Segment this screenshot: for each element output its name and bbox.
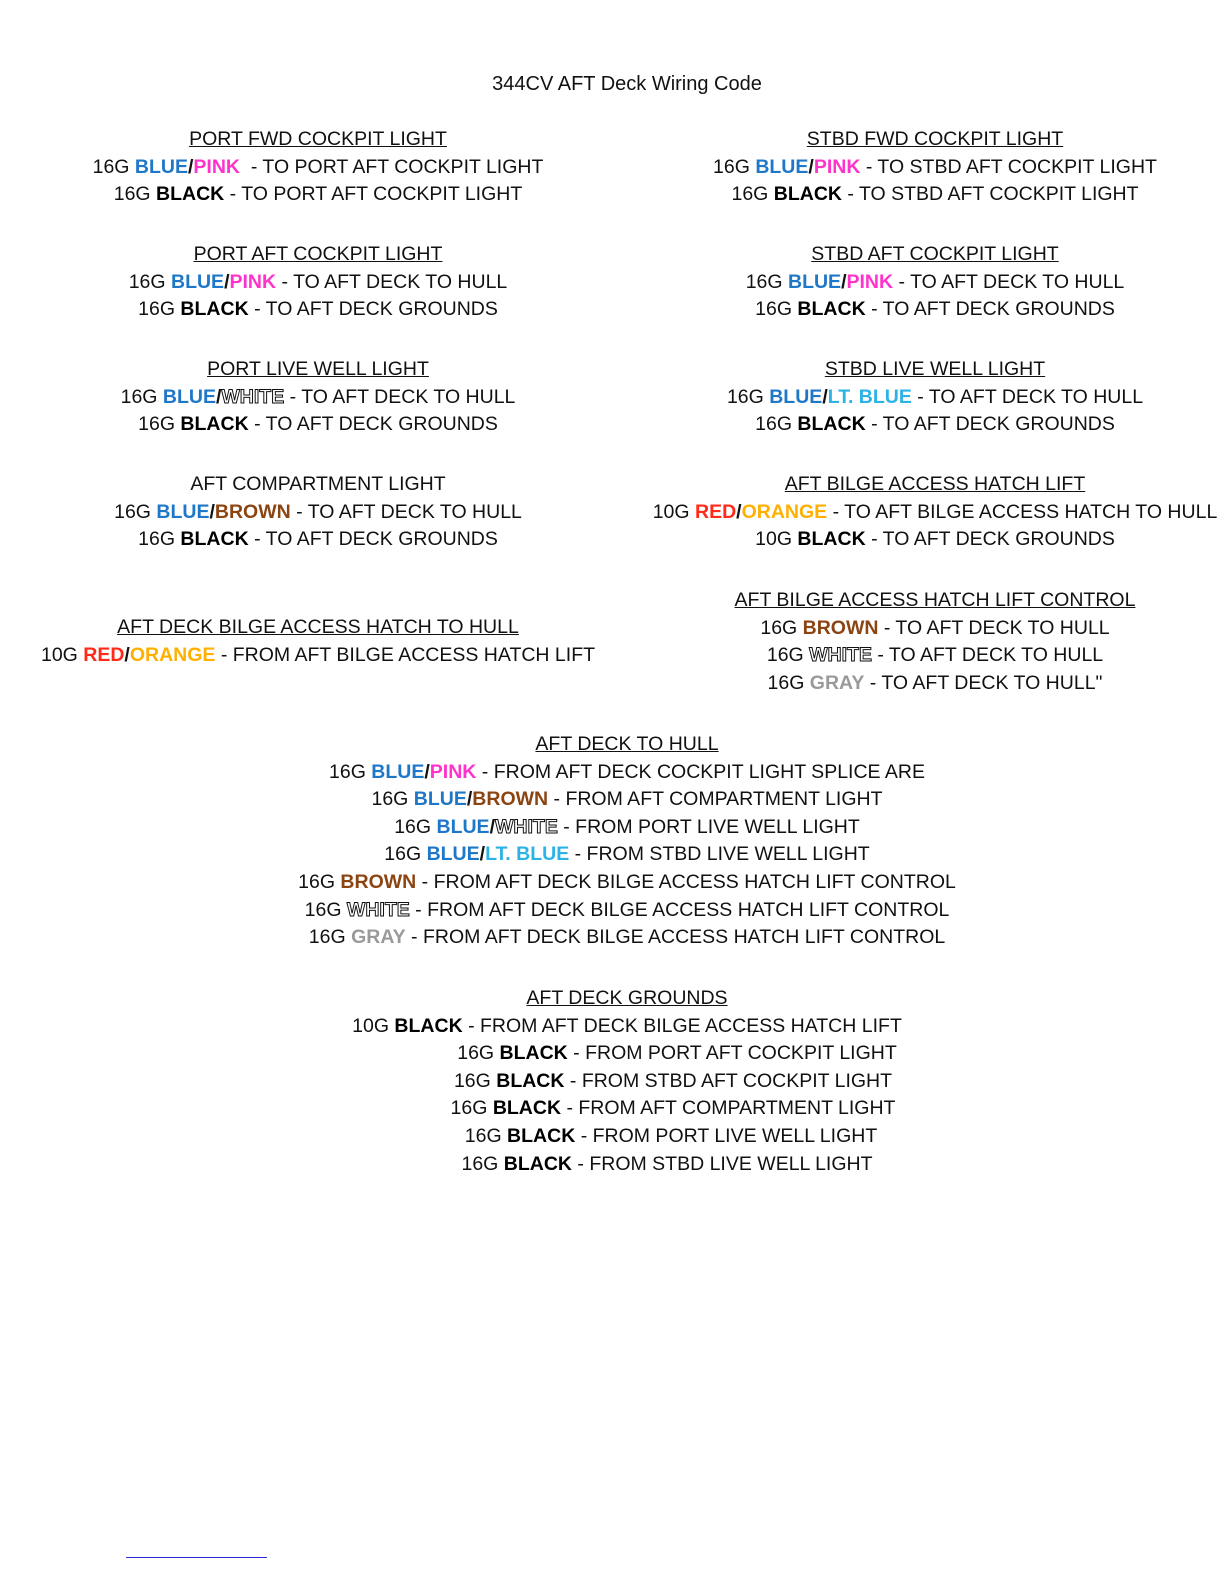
footnote-separator: [126, 1557, 267, 1558]
wire-gauge: 16G: [766, 644, 810, 667]
wire-gauge: 16G: [731, 183, 774, 206]
wire-destination: - FROM AFT BILGE ACCESS HATCH LIFT: [215, 643, 596, 666]
wire-gauge: 16G: [298, 870, 341, 893]
wire-color-label: WHITE: [346, 898, 410, 921]
wire-separator: /: [224, 270, 230, 293]
wire-destination: - TO AFT DECK GROUNDS: [248, 413, 498, 436]
wire-line: [0, 384, 668, 412]
wire-gauge: 10G: [652, 500, 695, 523]
wire-color-label: BLUE: [769, 385, 823, 408]
wire-destination: - TO AFT DECK TO HULL: [276, 270, 508, 293]
wire-destination: - FROM STBD LIVE WELL LIGHT: [569, 843, 870, 866]
wire-color-label: BLACK: [797, 413, 866, 436]
wire-color-label: GRAY: [809, 671, 865, 694]
wire-line: [323, 1095, 1023, 1123]
section-heading: AFT BILGE ACCESS HATCH LIFT: [784, 473, 1086, 495]
wire-gauge: 16G: [394, 815, 437, 838]
wire-destination: - TO PORT AFT COCKPIT LIGHT: [239, 155, 544, 178]
section-heading: AFT BILGE ACCESS HATCH LIFT CONTROL: [734, 589, 1136, 611]
wire-color-label: LT. BLUE: [827, 385, 912, 408]
wire-color-label: BLUE: [170, 270, 225, 293]
wire-line: [0, 642, 668, 670]
wire-gauge: 16G: [464, 1124, 508, 1147]
wire-gauge: 16G: [304, 898, 347, 921]
wire-gauge: 16G: [113, 183, 157, 206]
wire-gauge: 16G: [114, 500, 157, 523]
section-heading: STBD FWD COCKPIT LIGHT: [806, 128, 1064, 150]
wire-color-label: ORANGE: [741, 500, 828, 523]
wire-separator: /: [808, 155, 814, 178]
wire-gauge: 16G: [713, 155, 756, 178]
wire-gauge: 16G: [138, 413, 181, 436]
wire-gauge: 16G: [726, 385, 770, 408]
wire-color-label: ORANGE: [129, 643, 216, 666]
wire-destination: - FROM AFT DECK BILGE ACCESS HATCH LIFT CONTROL: [409, 898, 950, 921]
wire-gauge: 10G: [755, 528, 798, 551]
wire-separator: /: [489, 815, 495, 838]
wire-color-label: BROWN: [214, 500, 291, 523]
wire-color-label: PINK: [429, 760, 477, 783]
wiring-section: [0, 241, 668, 324]
wire-color-label: LT. BLUE: [485, 843, 570, 866]
wire-color-label: BLACK: [180, 298, 249, 321]
wire-line: [277, 869, 977, 897]
wire-line: [321, 1123, 1021, 1151]
wire-gauge: 16G: [755, 413, 798, 436]
section-heading: AFT DECK BILGE ACCESS HATCH TO HULL: [117, 616, 519, 638]
wiring-section: [585, 126, 1224, 209]
wire-color-label: BLUE: [134, 155, 188, 178]
wire-line: [585, 296, 1224, 324]
wire-destination: - TO STBD AFT COCKPIT LIGHT: [842, 183, 1139, 206]
wire-color-label: WHITE: [495, 815, 558, 838]
section-heading: PORT AFT COCKPIT LIGHT: [193, 243, 443, 265]
section-heading: AFT COMPARTMENT LIGHT: [190, 473, 446, 495]
wire-gauge: 10G: [40, 643, 84, 666]
wire-line: [317, 1151, 1017, 1179]
wire-destination: - TO AFT DECK GROUNDS: [865, 528, 1115, 551]
wiring-section: [277, 731, 977, 952]
wire-destination: - TO STBD AFT COCKPIT LIGHT: [860, 155, 1157, 178]
wire-line: [0, 296, 668, 324]
wiring-section: [585, 356, 1224, 439]
wire-line: [585, 615, 1224, 643]
wire-color-label: BLUE: [426, 843, 480, 866]
wire-line: [277, 924, 977, 952]
wire-line: [0, 154, 668, 182]
wire-color-label: PINK: [813, 155, 861, 178]
wire-color-label: BLACK: [503, 1152, 573, 1175]
wire-destination: - TO AFT BILGE ACCESS HATCH TO HULL: [827, 500, 1218, 523]
wire-gauge: 16G: [745, 270, 788, 293]
wire-color-label: PINK: [846, 270, 894, 293]
wiring-section: [0, 614, 668, 669]
wire-line: [327, 1040, 1027, 1068]
wire-gauge: 16G: [461, 1152, 504, 1175]
wire-color-label: BLACK: [156, 183, 225, 206]
document-title: 344CV AFT Deck Wiring Code: [492, 73, 762, 95]
wire-color-label: GRAY: [351, 926, 406, 949]
wire-gauge: 16G: [453, 1069, 497, 1092]
wire-line: [277, 759, 977, 787]
wire-destination: - TO AFT DECK TO HULL: [290, 500, 522, 523]
wire-destination: - TO AFT DECK TO HULL: [871, 644, 1104, 667]
wire-destination: - FROM PORT AFT COCKPIT LIGHT: [567, 1042, 897, 1065]
wire-color-label: BROWN: [802, 616, 879, 639]
wire-destination: - FROM AFT DECK BILGE ACCESS HATCH LIFT CONTROL: [416, 870, 956, 893]
wire-separator: /: [424, 760, 430, 783]
wire-line: [585, 384, 1224, 412]
section-heading: PORT FWD COCKPIT LIGHT: [189, 128, 447, 150]
wire-color-label: BLACK: [394, 1014, 463, 1037]
wire-gauge: 16G: [308, 926, 352, 949]
wire-gauge: 16G: [92, 155, 135, 178]
section-heading: STBD LIVE WELL LIGHT: [824, 358, 1046, 380]
wiring-section: [0, 356, 668, 439]
wire-gauge: 16G: [767, 671, 810, 694]
wire-color-label: BLUE: [755, 155, 809, 178]
wire-line: [585, 499, 1224, 527]
wire-line: [585, 154, 1224, 182]
wire-color-label: BLACK: [499, 1042, 568, 1065]
section-heading: AFT DECK TO HULL: [535, 733, 719, 755]
wire-color-label: BROWN: [340, 870, 417, 893]
wire-line: [277, 814, 977, 842]
wiring-section: [277, 985, 977, 1178]
wiring-section: [585, 587, 1224, 697]
wire-color-label: PINK: [193, 155, 240, 178]
wire-color-label: BLACK: [797, 528, 866, 551]
wire-destination: - TO AFT DECK TO HULL: [878, 616, 1110, 639]
wire-line: [585, 269, 1224, 297]
wire-destination: - FROM STBD AFT COCKPIT LIGHT: [564, 1069, 893, 1092]
wire-line: [0, 181, 668, 209]
wire-separator: /: [124, 643, 130, 666]
wire-gauge: 16G: [128, 270, 171, 293]
section-heading: PORT LIVE WELL LIGHT: [207, 358, 429, 380]
wire-color-label: BLUE: [156, 500, 210, 523]
wire-destination: - FROM AFT DECK COCKPIT LIGHT SPLICE ARE: [476, 760, 925, 783]
wiring-section: [0, 126, 668, 209]
wire-separator: /: [215, 385, 222, 408]
wire-gauge: 16G: [384, 843, 427, 866]
wire-line: [277, 841, 977, 869]
wire-color-label: WHITE: [809, 644, 872, 667]
wire-separator: /: [841, 270, 847, 293]
wire-color-label: RED: [83, 643, 125, 666]
wire-destination: - TO PORT AFT COCKPIT LIGHT: [224, 183, 523, 206]
wire-separator: /: [479, 843, 486, 866]
wire-color-label: BLACK: [492, 1097, 562, 1120]
wire-destination: - FROM PORT LIVE WELL LIGHT: [557, 815, 860, 838]
wire-color-label: BROWN: [472, 788, 549, 811]
wire-destination: - TO AFT DECK GROUNDS: [865, 413, 1115, 436]
wire-gauge: 16G: [138, 528, 181, 551]
wire-separator: /: [736, 500, 742, 523]
section-heading: AFT DECK GROUNDS: [526, 987, 728, 1009]
wire-line: [277, 786, 977, 814]
wire-gauge: 16G: [450, 1097, 493, 1120]
wire-color-label: BLACK: [496, 1069, 565, 1092]
wire-color-label: BLUE: [787, 270, 842, 293]
wire-line: [585, 670, 1224, 698]
wire-line: [277, 897, 977, 925]
wire-line: [585, 181, 1224, 209]
wire-destination: - FROM AFT DECK BILGE ACCESS HATCH LIFT: [462, 1014, 902, 1037]
wire-color-label: BLACK: [507, 1124, 576, 1147]
wire-destination: - FROM PORT LIVE WELL LIGHT: [575, 1124, 878, 1147]
wire-color-label: BLACK: [180, 528, 249, 551]
wire-line: [277, 1013, 977, 1041]
wire-line: [0, 499, 668, 527]
wire-gauge: 16G: [371, 788, 414, 811]
wiring-section: [585, 241, 1224, 324]
wire-separator: /: [209, 500, 215, 523]
wire-destination: - TO AFT DECK TO HULL: [911, 385, 1144, 408]
wire-separator: /: [466, 788, 473, 811]
wire-line: [0, 269, 668, 297]
wire-gauge: 16G: [760, 616, 803, 639]
wire-gauge: 16G: [138, 298, 181, 321]
wire-line: [0, 526, 668, 554]
wire-line: [585, 411, 1224, 439]
wiring-section: [585, 471, 1224, 554]
wire-gauge: 16G: [329, 760, 372, 783]
wire-color-label: BLUE: [413, 788, 467, 811]
wire-line: [585, 526, 1224, 554]
wire-color-label: BLUE: [371, 760, 425, 783]
wire-gauge: 16G: [457, 1042, 500, 1065]
wire-color-label: BLUE: [162, 385, 216, 408]
wiring-section: [0, 471, 668, 554]
section-heading: STBD AFT COCKPIT LIGHT: [811, 243, 1059, 265]
wire-color-label: PINK: [229, 270, 277, 293]
wire-destination: - FROM AFT COMPARTMENT LIGHT: [561, 1097, 896, 1120]
wire-separator: /: [822, 385, 828, 408]
wire-destination: - FROM AFT DECK BILGE ACCESS HATCH LIFT CONTROL: [405, 926, 946, 949]
wire-destination: - TO AFT DECK TO HULL: [893, 270, 1125, 293]
wire-destination: - TO AFT DECK GROUNDS: [865, 298, 1115, 321]
wire-destination: - FROM STBD LIVE WELL LIGHT: [572, 1152, 873, 1175]
wire-gauge: 16G: [120, 385, 163, 408]
wire-gauge: 16G: [755, 298, 798, 321]
wire-destination: - FROM AFT COMPARTMENT LIGHT: [548, 788, 883, 811]
wire-line: [323, 1068, 1023, 1096]
wire-destination: - TO AFT DECK TO HULL": [864, 671, 1103, 694]
wire-color-label: BLACK: [180, 413, 249, 436]
wire-separator: /: [187, 155, 194, 178]
wire-color-label: BLACK: [773, 183, 842, 206]
wire-color-label: BLACK: [797, 298, 866, 321]
wire-line: [585, 642, 1224, 670]
wire-color-label: BLUE: [436, 815, 490, 838]
wire-color-label: RED: [694, 500, 737, 523]
wire-gauge: 10G: [352, 1014, 395, 1037]
wire-destination: - TO AFT DECK TO HULL: [284, 385, 516, 408]
wire-line: [0, 411, 668, 439]
wire-destination: - TO AFT DECK GROUNDS: [248, 528, 498, 551]
wire-destination: - TO AFT DECK GROUNDS: [248, 298, 498, 321]
wire-color-label: WHITE: [221, 385, 285, 408]
